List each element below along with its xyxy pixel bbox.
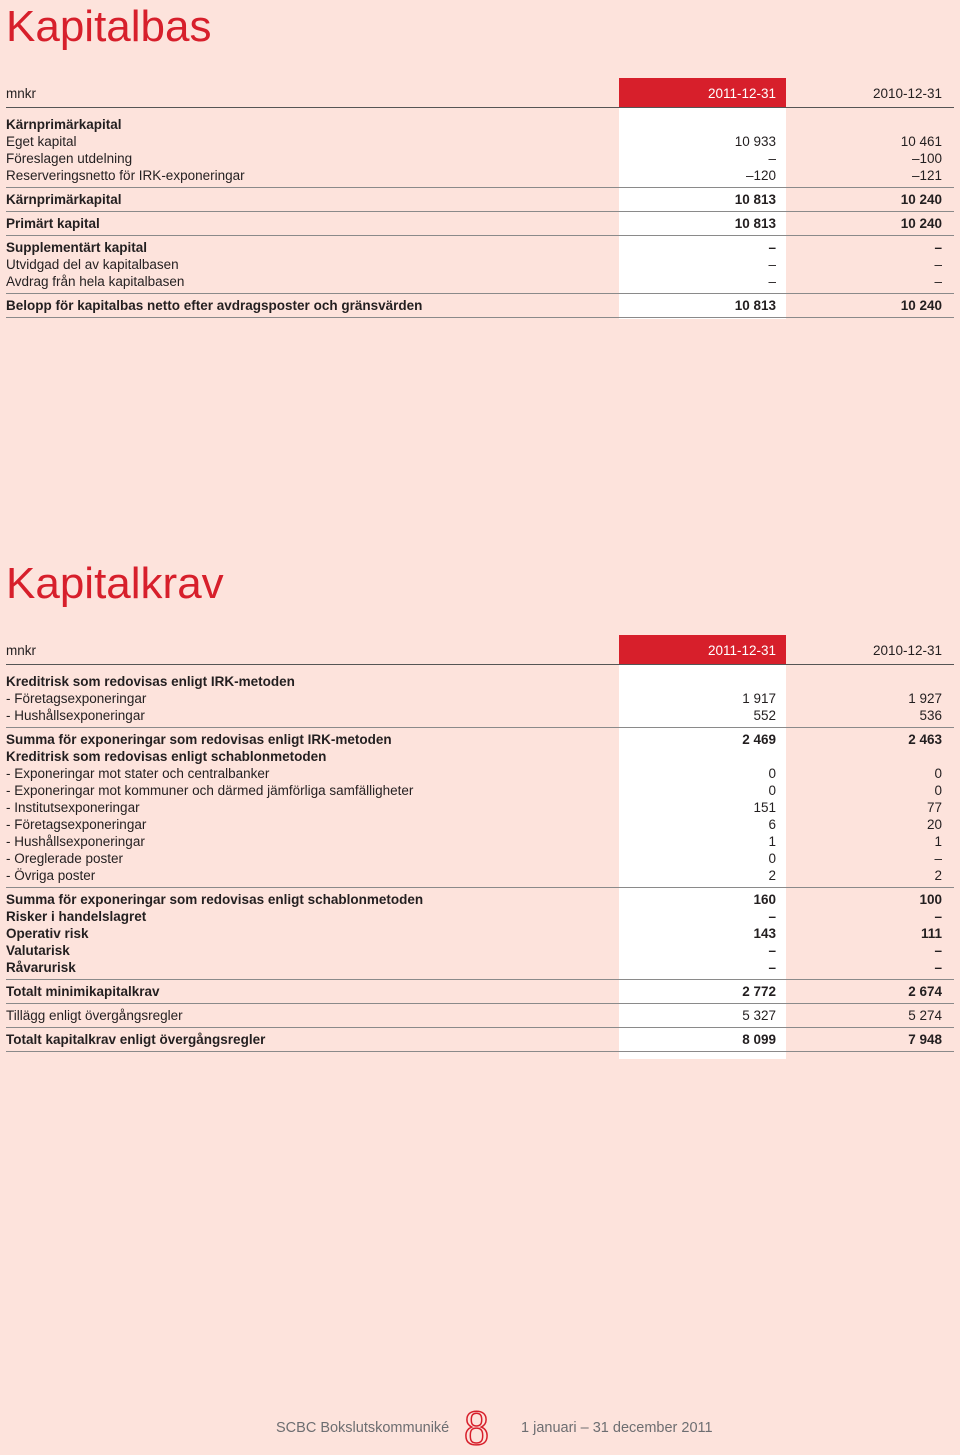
value-2011: – [768,274,776,289]
row-label: Summa för exponeringar som redovisas enligt IRK-metoden [6,732,392,747]
value-2010: –100 [911,151,942,166]
row-group [6,1028,954,1052]
table-body [6,108,954,318]
table-row [6,297,954,314]
table-row [6,942,954,959]
table-row [6,959,954,976]
row-label: Belopp för kapitalbas netto efter avdragsposter och gränsvärden [6,298,423,313]
row-label: Tillägg enligt övergångsregler [6,1008,183,1023]
value-2011: 0 [768,783,776,798]
row-group [6,728,954,888]
value-2011: –120 [745,168,776,183]
table-row [6,167,954,184]
table-row [6,908,954,925]
table-row [6,816,954,833]
table-row [6,833,954,850]
row-label: Risker i handelslagret [6,909,147,924]
value-2010: 100 [919,892,942,907]
value-2010: – [934,851,942,866]
table-row [6,215,954,232]
value-2011: – [768,960,776,975]
row-label: Kreditrisk som redovisas enligt schablonmetoden [6,749,327,764]
row-label: Utvidgad del av kapitalbasen [6,257,179,272]
row-label: Operativ risk [6,926,89,941]
value-2011: – [768,240,776,255]
row-label: Primärt kapital [6,216,100,231]
row-group [6,188,954,212]
row-label: Råvarurisk [6,960,76,975]
table-row [6,690,954,707]
value-2010: – [934,274,942,289]
table-row [6,673,954,690]
value-2011: 6 [768,817,776,832]
value-2010: 536 [919,708,942,723]
row-label: Reserveringsnetto för IRK-exponeringar [6,168,245,183]
table-header [6,78,954,108]
value-2011: 2 469 [742,732,776,747]
table-row [6,850,954,867]
value-2010: 2 674 [908,984,942,999]
value-2010: 10 240 [900,216,942,231]
value-2010: 1 [934,834,942,849]
value-2011: 10 813 [734,298,776,313]
value-2010: 0 [934,766,942,781]
value-2010: 111 [920,926,942,941]
unit-label: mnkr [6,643,36,658]
row-label: Avdrag från hela kapitalbasen [6,274,185,289]
row-label: Eget kapital [6,134,77,149]
table-row [6,782,954,799]
table-row [6,150,954,167]
value-2010: 77 [926,800,942,815]
table-row [6,1007,954,1024]
column-header-2011: 2011-12-31 [619,635,786,664]
row-label: Kreditrisk som redovisas enligt IRK-metoden [6,674,295,689]
table-row [6,983,954,1000]
value-2010: – [934,909,942,924]
value-2011: – [768,151,776,166]
kapitalbas-title: Kapitalbas [6,2,212,51]
kapitalkrav-title: Kapitalkrav [6,559,224,608]
row-label: Kärnprimärkapital [6,117,122,132]
row-label: - Företagsexponeringar [6,691,147,706]
value-2010: – [934,960,942,975]
value-2011: 8 099 [742,1032,776,1047]
value-2011: 2 [768,868,776,883]
table-row [6,116,954,133]
row-label: - Företagsexponeringar [6,817,147,832]
table-row [6,707,954,724]
value-2011: 160 [753,892,776,907]
value-2010: 2 463 [908,732,942,747]
value-2010: – [934,257,942,272]
table-body [6,665,954,1052]
value-2011: 1 [768,834,776,849]
value-2010: 10 240 [900,298,942,313]
row-group [6,665,954,728]
row-group [6,212,954,236]
value-2010: 7 948 [908,1032,942,1047]
table-row [6,239,954,256]
value-2010: 5 274 [908,1008,942,1023]
value-2011: 0 [768,766,776,781]
value-2011: 5 327 [742,1008,776,1023]
table-row [6,191,954,208]
row-group [6,888,954,980]
value-2010: – [934,240,942,255]
row-label: - Övriga poster [6,868,96,883]
value-2011: 0 [768,851,776,866]
table-row [6,273,954,290]
value-2010: 20 [926,817,942,832]
unit-label: mnkr [6,86,36,101]
row-label: Summa för exponeringar som redovisas enligt schablonmetoden [6,892,424,907]
value-2011: 151 [753,800,776,815]
value-2011: 10 813 [734,216,776,231]
value-2011: 10 933 [734,134,776,149]
table-row [6,731,954,748]
value-2011: 10 813 [734,192,776,207]
table-row [6,799,954,816]
value-2011: – [768,943,776,958]
row-label: Totalt minimikapitalkrav [6,984,160,999]
table-row [6,133,954,150]
row-group [6,236,954,294]
page-footer [0,1399,960,1455]
table-row [6,867,954,884]
row-group [6,980,954,1004]
value-2010: 2 [934,868,942,883]
kapitalbas-table [6,78,954,318]
row-group [6,108,954,188]
row-label: Föreslagen utdelning [6,151,133,166]
value-2010: 0 [934,783,942,798]
column-header-2010: 2010-12-31 [872,86,942,101]
row-label: Valutarisk [6,943,70,958]
row-label: - Exponeringar mot stater och centralbanker [6,766,270,781]
row-label: - Oreglerade poster [6,851,124,866]
value-2011: 1 917 [742,691,776,706]
table-row [6,256,954,273]
table-row [6,891,954,908]
table-row [6,748,954,765]
table-row [6,765,954,782]
value-2010: 10 461 [900,134,942,149]
row-label: Supplementärt kapital [6,240,148,255]
footer-period: 1 januari – 31 december 2011 [521,1420,713,1436]
value-2011: 552 [753,708,776,723]
value-2010: –121 [911,168,942,183]
footer-publication: SCBC Bokslutskommuniké [276,1420,450,1436]
value-2011: 143 [753,926,776,941]
table-header [6,635,954,665]
table-row [6,925,954,942]
value-2011: – [768,909,776,924]
row-label: - Hushållsexponeringar [6,834,145,849]
row-label: Kärnprimärkapital [6,192,122,207]
value-2010: – [934,943,942,958]
table-row [6,1031,954,1048]
row-group [6,294,954,318]
row-label: Totalt kapitalkrav enligt övergångsregler [6,1032,266,1047]
kapitalkrav-table [6,635,954,1052]
row-label: - Institutsexponeringar [6,800,140,815]
row-label: - Hushållsexponeringar [6,708,145,723]
value-2011: – [768,257,776,272]
page-number: 8 [464,1399,489,1455]
value-2010: 1 927 [908,691,942,706]
value-2010: 10 240 [900,192,942,207]
value-2011: 2 772 [742,984,776,999]
row-label: - Exponeringar mot kommuner och därmed jämförliga samfälligheter [6,783,414,798]
column-header-2011: 2011-12-31 [619,78,786,107]
row-group [6,1004,954,1028]
column-header-2010: 2010-12-31 [872,643,942,658]
